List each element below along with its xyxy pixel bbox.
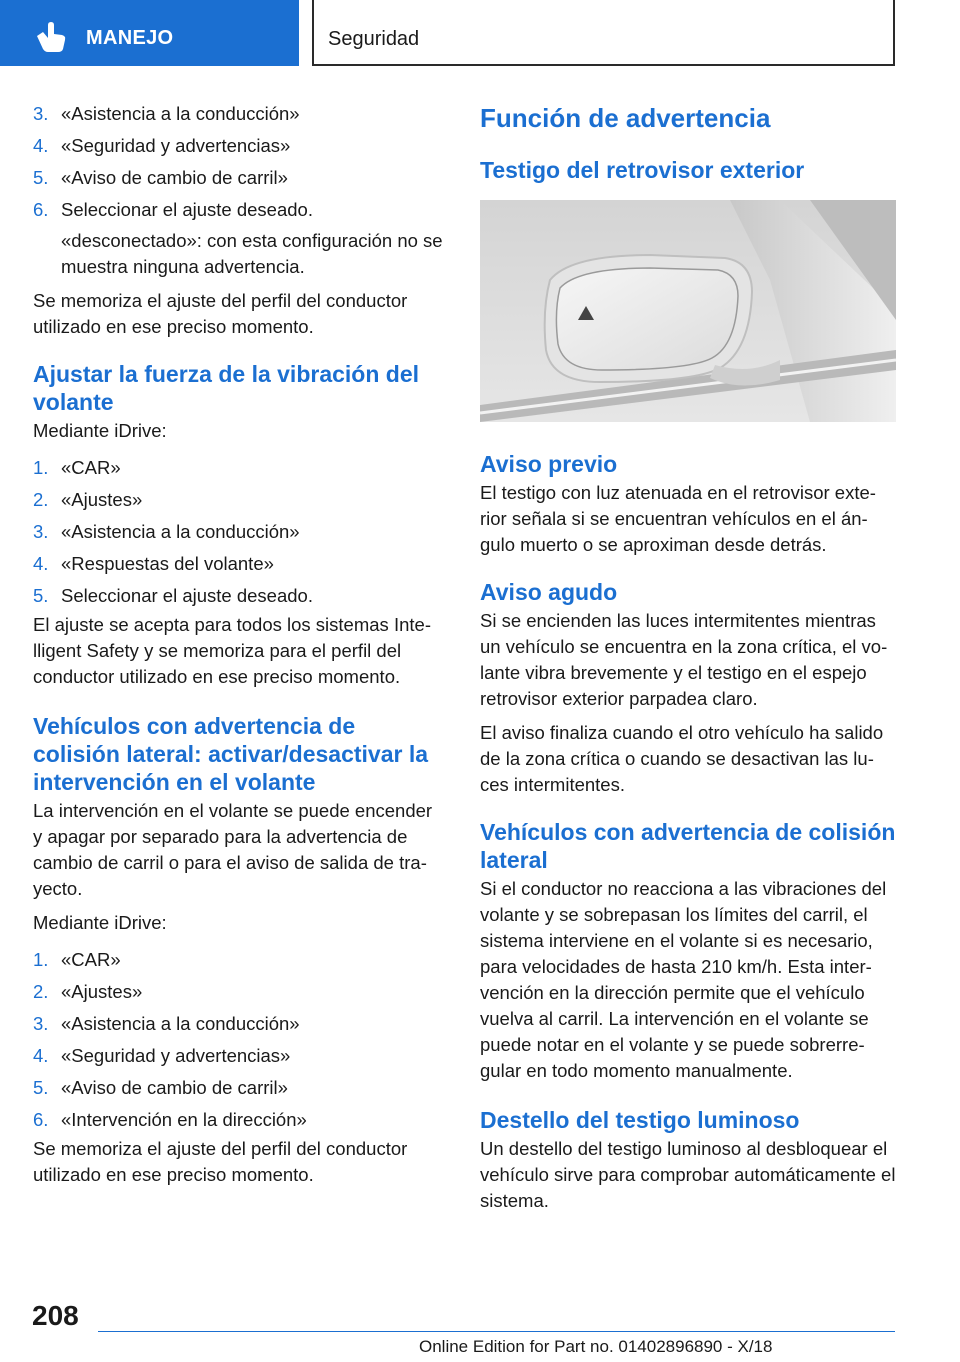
paragraph: Se memoriza el ajuste del perfil del conductor utilizado en ese preciso momento. bbox=[33, 290, 408, 337]
list-number: 2. bbox=[33, 981, 49, 1002]
page-number: 208 bbox=[32, 1300, 79, 1331]
list-number: 6. bbox=[33, 1109, 49, 1130]
settings-list-3 bbox=[33, 944, 445, 1136]
list-number: 4. bbox=[33, 553, 49, 574]
heading-warning-function: Función de advertencia bbox=[480, 103, 771, 133]
list-number: 5. bbox=[33, 167, 49, 188]
list-text: «CAR» bbox=[61, 457, 121, 478]
list-text: «Intervención en la dirección» bbox=[61, 1109, 307, 1130]
heading-lateral-collision: Vehículos con advertencia de colisión lateral: activar/desactivar la intervención en el volante bbox=[33, 713, 429, 795]
list-text: «Seguridad y advertencias» bbox=[61, 135, 291, 156]
heading-acute-warning: Aviso agudo bbox=[480, 579, 618, 605]
idrive-label: Mediante iDrive: bbox=[33, 420, 167, 441]
list-number: 6. bbox=[33, 199, 49, 220]
list-text: «Seguridad y advertencias» bbox=[61, 1045, 291, 1066]
section-header bbox=[312, 0, 895, 66]
list-item bbox=[33, 1104, 445, 1136]
side-mirror-drawing bbox=[480, 200, 896, 422]
heading-vibration: Ajustar la fuerza de la vibración del volante bbox=[33, 361, 420, 415]
list-text: «Aviso de cambio de carril» bbox=[61, 167, 288, 188]
paragraph: El ajuste se acepta para todos los sistemas Intelligent Safety y se memoriza para el perfil del conductor utilizado en ese preciso momento. bbox=[33, 614, 431, 687]
list-number: 3. bbox=[33, 1013, 49, 1034]
list-text: «CAR» bbox=[61, 949, 121, 970]
heading-lateral-vehicles: Vehículos con advertencia de colisión lateral bbox=[480, 819, 896, 873]
list-text: Seleccionar el ajuste deseado. bbox=[61, 199, 313, 220]
list-text: «Asistencia a la conducción» bbox=[61, 521, 300, 542]
list-item bbox=[33, 944, 445, 976]
left-column bbox=[33, 98, 445, 1188]
paragraph: La intervención en el volante se puede encender y apagar por separado para la advertencia de cambio de carril o para el aviso de salida de trayecto. bbox=[33, 800, 433, 899]
list-item bbox=[33, 484, 445, 516]
list-item bbox=[33, 516, 445, 548]
mirror-illustration bbox=[480, 200, 896, 422]
list-number: 4. bbox=[33, 135, 49, 156]
chapter-label: MANEJO bbox=[86, 27, 174, 49]
paragraph: Se memoriza el ajuste del perfil del conductor utilizado en ese preciso momento. bbox=[33, 1138, 408, 1185]
list-number: 2. bbox=[33, 489, 49, 510]
list-text: «Aviso de cambio de carril» bbox=[61, 1077, 288, 1098]
list-item bbox=[33, 580, 445, 612]
list-item bbox=[33, 1040, 445, 1072]
list-item bbox=[33, 98, 445, 130]
paragraph: El aviso finaliza cuando el otro vehículo ha salido de la zona crítica o cuando se desactivan las luces intermitentes. bbox=[480, 722, 884, 795]
list-number: 5. bbox=[33, 1077, 49, 1098]
paragraph: El testigo con luz atenuada en el retrovisor exterior señala si se encuentran vehículos en el ángulo muerto o se aproximan desde detrás. bbox=[480, 482, 876, 555]
list-number: 1. bbox=[33, 949, 49, 970]
list-text: «Asistencia a la conducción» bbox=[61, 1013, 300, 1034]
paragraph: Si el conductor no reacciona a las vibraciones del volante y se sobrepasan los límites del carril, el sistema interviene en el volante si es necesario, para velocidades de hasta 210 km/h. Esta intervención en la dirección permite que el vehículo vuelva al carril. La intervención en el volante se puede notar en el volante y se puede sobrerregular en todo momento manualmente. bbox=[480, 878, 887, 1081]
list-number: 4. bbox=[33, 1045, 49, 1066]
list-number: 5. bbox=[33, 585, 49, 606]
paragraph: Si se encienden las luces intermitentes mientras un vehículo se encuentra en la zona crítica, el volante vibra brevemente y el testigo en el espejo retrovisor exterior parpadea claro. bbox=[480, 610, 888, 709]
heading-indicator-flash: Destello del testigo luminoso bbox=[480, 1107, 800, 1133]
paragraph: Un destello del testigo luminoso al desbloquear el vehículo sirve para comprobar automáticamente el sistema. bbox=[480, 1138, 896, 1211]
list-number: 3. bbox=[33, 103, 49, 124]
list-number: 1. bbox=[33, 457, 49, 478]
settings-list-2 bbox=[33, 452, 445, 612]
list-text: Seleccionar el ajuste deseado. bbox=[61, 585, 313, 606]
list-text: «Ajustes» bbox=[61, 489, 143, 510]
list-text: «Asistencia a la conducción» bbox=[61, 103, 300, 124]
edition-info: Online Edition for Part no. 01402896890 - X/18 bbox=[419, 1337, 773, 1356]
list-text: «Ajustes» bbox=[61, 981, 143, 1002]
list-item bbox=[33, 162, 445, 194]
list-item bbox=[33, 976, 445, 1008]
list-item bbox=[33, 1008, 445, 1040]
list-subnote: «desconectado»: con esta configuración no se muestra ninguna advertencia. bbox=[61, 230, 443, 277]
heading-mirror-indicator: Testigo del retrovisor exterior bbox=[480, 157, 805, 183]
list-item bbox=[33, 452, 445, 484]
footer-divider bbox=[98, 1331, 895, 1332]
idrive-label: Mediante iDrive: bbox=[33, 912, 167, 933]
list-number: 3. bbox=[33, 521, 49, 542]
list-item bbox=[33, 194, 445, 226]
section-title: Seguridad bbox=[328, 28, 420, 50]
settings-list-1 bbox=[33, 98, 445, 226]
right-column bbox=[480, 98, 896, 1214]
heading-pre-warning: Aviso previo bbox=[480, 451, 618, 477]
list-item bbox=[33, 548, 445, 580]
chapter-tab[interactable] bbox=[0, 0, 299, 66]
list-text: «Respuestas del volante» bbox=[61, 553, 274, 574]
list-item bbox=[33, 1072, 445, 1104]
hand-pointer-icon bbox=[34, 22, 68, 52]
list-item bbox=[33, 130, 445, 162]
